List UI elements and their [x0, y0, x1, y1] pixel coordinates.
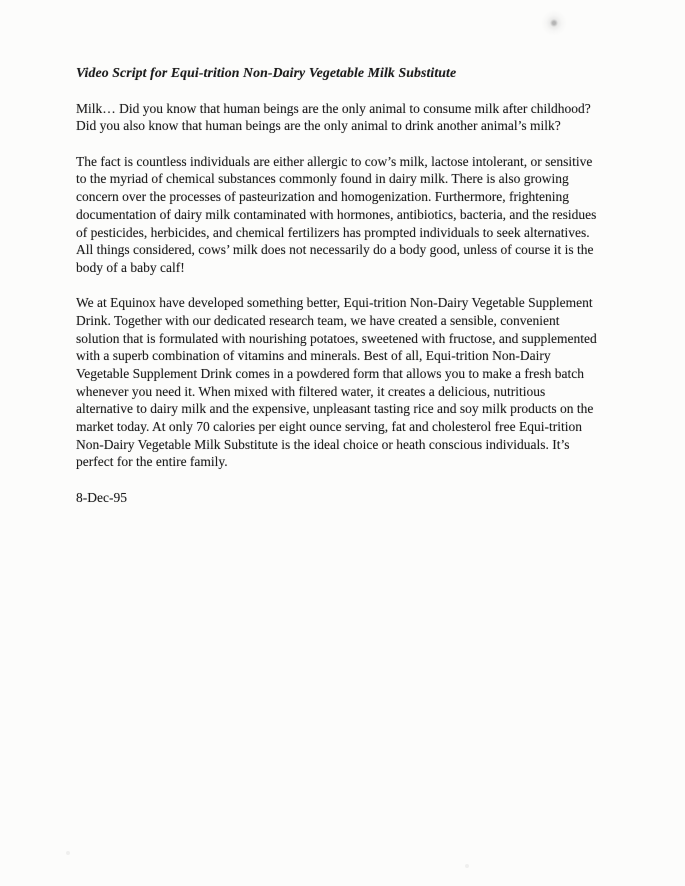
- text-line: Did you also know that human beings are the only animal to drink another animal’s milk?: [76, 118, 561, 134]
- document-title: Video Script for Equi-trition Non-Dairy Vegetable Milk Substitute: [76, 65, 457, 80]
- text-line: whenever you need it. When mixed with filtered water, it creates a delicious, nutritious: [76, 383, 546, 399]
- date-line: 8-Dec-95: [76, 489, 127, 505]
- text-line: perfect for the entire family.: [76, 454, 228, 470]
- text-line: documentation of dairy milk contaminated with hormones, antibiotics, bacteria, and the residues: [76, 206, 597, 222]
- text-line: Non-Dairy Vegetable Milk Substitute is the ideal choice or heath conscious individuals. It’s: [76, 436, 570, 452]
- text-line: All things considered, cows’ milk does not necessarily do a body good, unless of course it is the: [76, 242, 594, 258]
- scan-speck: [66, 851, 70, 855]
- text-line: alternative to dairy milk and the expensive, unpleasant tasting rice and soy milk products on the: [76, 401, 594, 417]
- text-line: market today. At only 70 calories per eight ounce serving, fat and cholesterol free Equi-trition: [76, 419, 582, 435]
- paragraph-product: [76, 294, 628, 471]
- text-line: Milk… Did you know that human beings are the only animal to consume milk after childhood?: [76, 100, 591, 116]
- text-line: to the myriad of chemical substances commonly found in dairy milk. There is also growing: [76, 171, 569, 187]
- text-line: solution that is formulated with nourishing potatoes, sweetened with fructose, and supplemented: [76, 330, 597, 346]
- scan-speck: [465, 864, 469, 868]
- paragraph-problem: [76, 153, 628, 277]
- scan-smudge: [540, 9, 568, 37]
- text-line: We at Equinox have developed something better, Equi-trition Non-Dairy Vegetable Supplement: [76, 295, 593, 311]
- text-line: with a superb combination of vitamins and minerals. Best of all, Equi-trition Non-Dairy: [76, 348, 551, 364]
- text-line: body of a baby calf!: [76, 259, 185, 275]
- text-line: Vegetable Supplement Drink comes in a powdered form that allows you to make a fresh batch: [76, 366, 584, 381]
- text-line: The fact is countless individuals are either allergic to cow’s milk, lactose intolerant, or sensitive: [76, 153, 593, 169]
- text-line: concern over the processes of pasteurization and homogenization. Furthermore, frightening: [76, 189, 569, 205]
- document-body: [76, 64, 628, 507]
- text-line: of pesticides, herbicides, and chemical fertilizers has prompted individuals to seek alternatives.: [76, 224, 590, 240]
- text-line: Drink. Together with our dedicated research team, we have created a sensible, convenient: [76, 312, 560, 328]
- paragraph-intro: [76, 100, 628, 135]
